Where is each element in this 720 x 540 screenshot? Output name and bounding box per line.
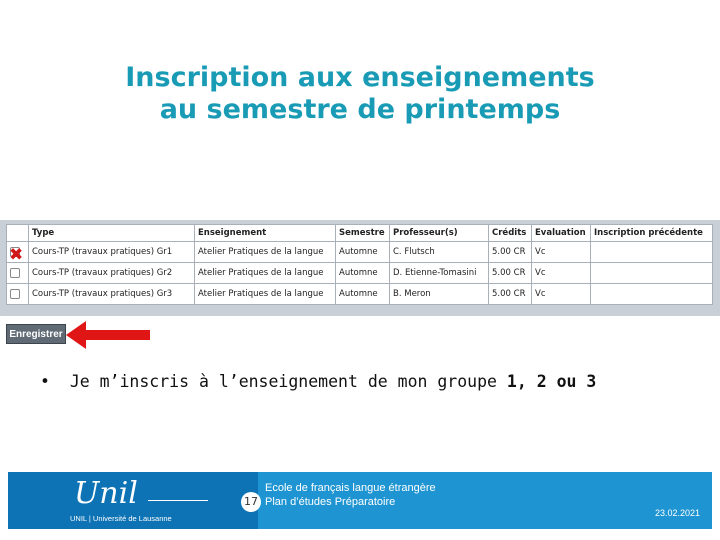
cell-type: Cours-TP (travaux pratiques) Gr1 (29, 242, 195, 263)
table-header-row (7, 225, 713, 242)
col-professeurs: Professeur(s) (390, 225, 489, 242)
cell-evaluation: Vc (532, 284, 591, 305)
bullet-emphasis: 1, 2 ou 3 (506, 372, 597, 391)
course-table (6, 224, 713, 305)
cell-inscription-precedente (591, 284, 713, 305)
table-row (7, 284, 713, 305)
cell-type: Cours-TP (travaux pratiques) Gr2 (29, 263, 195, 284)
table-row (7, 242, 713, 263)
footer-bar (8, 472, 712, 529)
course-table-screenshot (0, 220, 720, 316)
row-checkbox[interactable] (10, 268, 20, 278)
cell-type: Cours-TP (travaux pratiques) Gr3 (29, 284, 195, 305)
cell-enseignement: Atelier Pratiques de la langue (195, 263, 336, 284)
cell-semestre: Automne (336, 242, 390, 263)
table-row (7, 263, 713, 284)
red-arrow-left-icon (66, 320, 152, 350)
slide-title (0, 62, 720, 126)
slide-title-line2: au semestre de printemps (159, 94, 561, 125)
bullet-dot: • (40, 372, 70, 391)
cell-evaluation: Vc (532, 263, 591, 284)
save-button[interactable]: Enregistrer (6, 324, 66, 344)
school-line1: Ecole de français langue étrangère (265, 482, 436, 494)
col-credits: Crédits (489, 225, 532, 242)
cell-professeur: D. Etienne-Tomasini (390, 263, 489, 284)
col-select (7, 225, 29, 242)
red-x-icon: ✖ (9, 245, 24, 265)
cell-enseignement: Atelier Pratiques de la langue (195, 242, 336, 263)
instruction-bullet (40, 372, 596, 391)
cell-credits: 5.00 CR (489, 263, 532, 284)
cell-evaluation: Vc (532, 242, 591, 263)
cell-credits: 5.00 CR (489, 242, 532, 263)
school-line2: Plan d’études Préparatoire (265, 496, 396, 508)
cell-semestre: Automne (336, 263, 390, 284)
footer-date: 23.02.2021 (654, 508, 700, 518)
cell-enseignement: Atelier Pratiques de la langue (195, 284, 336, 305)
logo-underline (148, 500, 208, 501)
row-checkbox[interactable] (10, 289, 20, 299)
col-inscription-precedente: Inscription précédente (591, 225, 713, 242)
col-semestre: Semestre (336, 225, 390, 242)
page-number: 17 (241, 492, 261, 512)
cell-professeur: B. Meron (390, 284, 489, 305)
col-evaluation: Evaluation (532, 225, 591, 242)
unil-logo-subtitle: UNIL | Université de Lausanne (70, 514, 172, 523)
slide-title-line1: Inscription aux enseignements (125, 62, 595, 93)
cell-credits: 5.00 CR (489, 284, 532, 305)
school-info (265, 481, 436, 509)
cell-semestre: Automne (336, 284, 390, 305)
bullet-text: Je m’inscris à l’enseignement de mon groupe (69, 372, 507, 391)
cell-inscription-precedente (591, 242, 713, 263)
col-enseignement: Enseignement (195, 225, 336, 242)
col-type: Type (29, 225, 195, 242)
cell-professeur: C. Flutsch (390, 242, 489, 263)
unil-logo: Unil (74, 476, 138, 511)
cell-inscription-precedente (591, 263, 713, 284)
